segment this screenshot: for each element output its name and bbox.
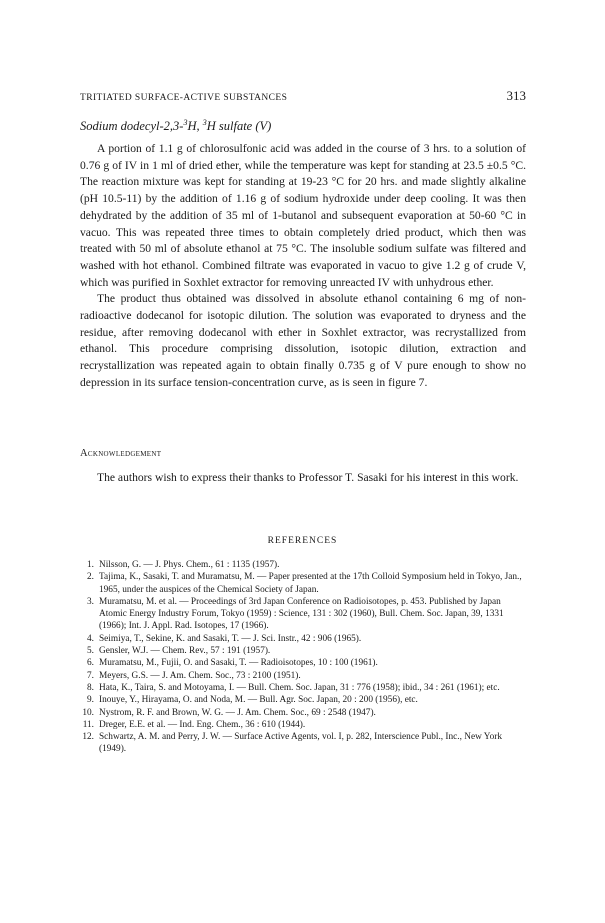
reference-number: 8. [87, 682, 94, 693]
reference-text: Gensler, W.J. — Chem. Rev., 57 : 191 (1957). [99, 646, 271, 657]
reference-number: 3. [87, 596, 94, 607]
reference-item [80, 694, 528, 706]
page-number: 313 [506, 88, 526, 103]
reference-item [80, 719, 528, 731]
reference-number: 2. [87, 572, 94, 583]
reference-text: Seimiya, T., Sekine, K. and Sasaki, T. — J. Sci. Instr., 42 : 906 (1965). [99, 633, 362, 644]
references-list [80, 559, 528, 756]
reference-item [80, 571, 528, 596]
reference-number: 11. [82, 719, 94, 730]
paragraph-1: A portion of 1.1 g of chlorosulfonic acid was added in the course of 3 hrs. to a solution of 0.76 g of IV in 1 ml of dried ether, while the temperature was kept for standing at 23.5 ±0.5 °C. The reaction mixture was kept for standing at 19-23 °C for 20 hrs. and made slightly alkaline (pH 10.5-11) by the addition of 1.16 g of sodium hydroxide under deep cooling. It was then dehydrated by the addition of 35 ml of 1-butanol and subsequent evaporation at 50-60 °C in vacuo. This was repeated three times to obtain completely dried product, which then was treated with 50 ml of absolute ethanol at 75 °C. The insoluble sodium sulfate was filtered and washed with hot ethanol. Combined filtrate was evaporated in vacuo to give 1.2 g of crude V, which was purified in Soxhlet extractor for removing unreacted IV with unhydrous ether. [80, 142, 526, 289]
reference-text: Schwartz, A. M. and Perry, J. W. — Surface Active Agents, vol. I, p. 282, Interscience Publ., Inc., New York (1949). [99, 732, 502, 755]
reference-text: Inouye, Y., Hirayama, O. and Noda, M. — Bull. Agr. Soc. Japan, 20 : 200 (1956), etc. [99, 695, 418, 706]
section-heading [80, 118, 526, 134]
tritium-superscript-1: 3 [183, 118, 188, 127]
reference-item [80, 731, 528, 756]
reference-item [80, 633, 528, 645]
reference-text: Meyers, G.S. — J. Am. Chem. Soc., 73 : 2100 (1951). [99, 670, 301, 681]
references-heading: REFERENCES [267, 536, 338, 546]
acknowledgement-text: The authors wish to express their thanks to Professor T. Sasaki for his interest in this work. [97, 471, 519, 484]
reference-item [80, 670, 528, 682]
reference-item [80, 707, 528, 719]
reference-number: 4. [87, 633, 94, 644]
reference-item [80, 682, 528, 694]
reference-text: Hata, K., Taira, S. and Motoyama, I. — Bull. Chem. Soc. Japan, 31 : 776 (1958); ibid., 34 : 261 (1961); etc. [99, 682, 500, 693]
reference-number: 5. [87, 646, 94, 657]
acknowledgement-body [80, 470, 526, 487]
section-heading-suffix: H sulfate (V) [206, 119, 272, 134]
section-heading-prefix: Sodium dodecyl-2,3- [80, 119, 184, 134]
reference-text: Muramatsu, M. et al. — Proceedings of 3rd Japan Conference on Radioisotopes, p. 453. Published by Japan Atomic Energy Industry Forum, Tokyo (1959) : Science, 131 : 302 (1960), Bull. Chem. Soc. Japan, 39, 1331 (1966); Int. J. Appl. Rad. Isotopes, 17 (1966). [99, 596, 504, 632]
reference-text: Nystrom, R. F. and Brown, W. G. — J. Am. Chem. Soc., 69 : 2548 (1947). [99, 707, 376, 718]
running-head [80, 88, 526, 104]
reference-number: 7. [87, 670, 94, 681]
reference-item [80, 596, 528, 633]
reference-text: Tajima, K., Sasaki, T. and Muramatsu, M. — Paper presented at the 17th Colloid Symposium held in Tokyo, Jan., 1965, under the auspices of the Chemical Society of Japan. [99, 572, 522, 595]
paragraph-2: The product thus obtained was dissolved in absolute ethanol containing 6 mg of non-radioactive dodecanol for isotopic dilution. The solution was evaporated to dryness and the residue, after removing dodecanol with ether in Soxhlet extractor, was recrystallized from ethanol. This procedure comprising dissolution, isotopic dilution, extraction and recrystallization was repeated again to obtain finally 0.735 g of V pure enough to show no depression in its surface tension-concentration curve, as is seen in figure 7. [80, 292, 526, 389]
reference-text: Muramatsu, M., Fujii, O. and Sasaki, T. — Radioisotopes, 10 : 100 (1961). [99, 658, 378, 669]
tritium-superscript-2: 3 [202, 118, 207, 127]
reference-item [80, 645, 528, 657]
body-text [80, 141, 526, 392]
section-heading-mid: H, [187, 119, 203, 134]
reference-text: Nilsson, G. — J. Phys. Chem., 61 : 1135 (1957). [99, 560, 280, 570]
reference-number: 9. [87, 695, 94, 706]
reference-number: 6. [87, 658, 94, 669]
running-head-title: TRITIATED SURFACE-ACTIVE SUBSTANCES [80, 93, 288, 103]
reference-number: 12. [82, 732, 94, 743]
reference-number: 10. [82, 707, 94, 718]
reference-item [80, 657, 528, 669]
reference-item [80, 559, 528, 571]
acknowledgement-heading: Acknowledgement [80, 448, 162, 459]
reference-number: 1. [87, 560, 94, 570]
reference-text: Dreger, E.E. et al. — Ind. Eng. Chem., 36 : 610 (1944). [99, 719, 306, 730]
